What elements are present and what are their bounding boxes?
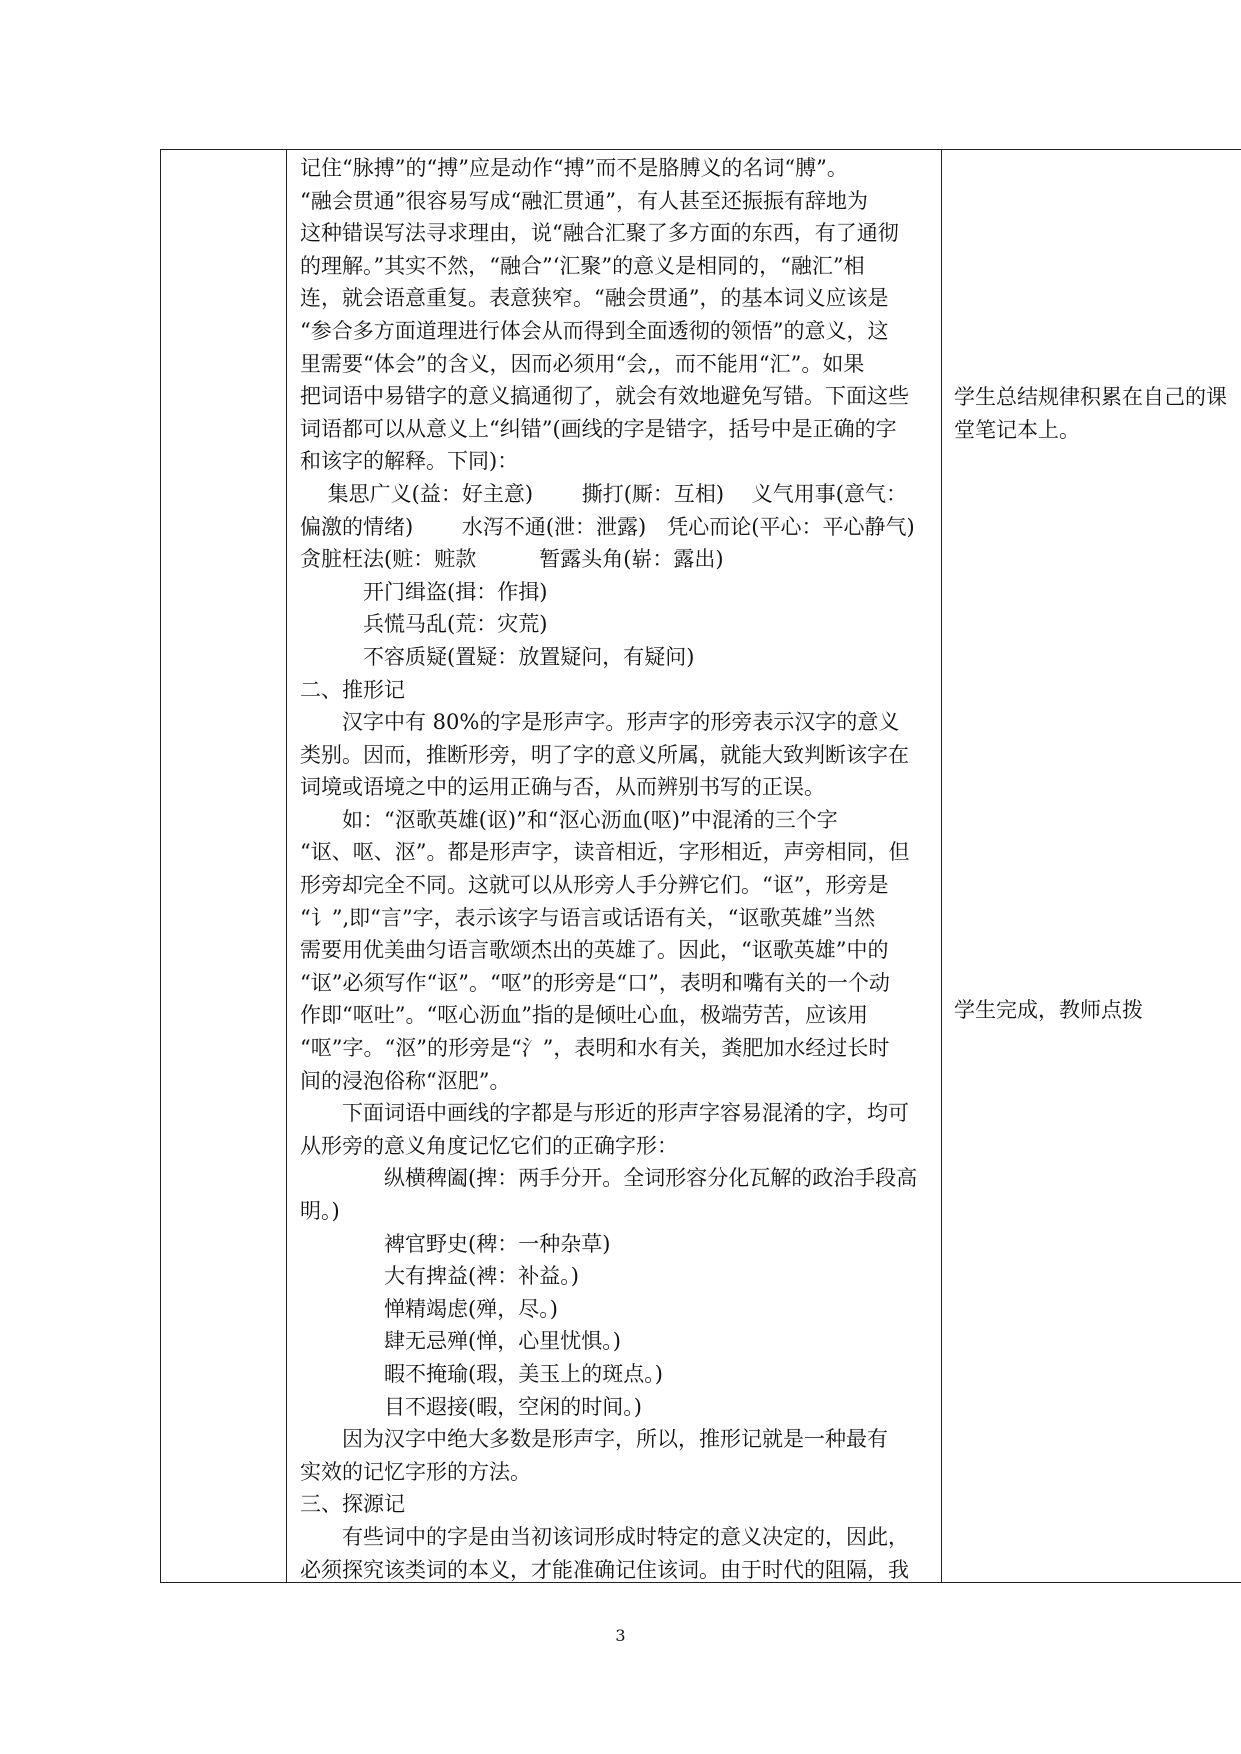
content-line: 目不遐接(暇，空闲的时间。) [300, 1394, 642, 1419]
content-line: 如：“沤歌英雄(讴)”和“沤心沥血(呕)”中混淆的三个字 [300, 807, 838, 832]
content-line: 里需要“体会”的含义，因而必须用“会,，而不能用“汇”。如果 [300, 351, 865, 376]
content-line: 二、推形记 [300, 677, 405, 702]
content-line: 纵横稗阖(捭：两手分开。全词形容分化瓦解的政治手段高 [300, 1166, 918, 1191]
content-line: 实效的记忆字形的方法。 [300, 1459, 531, 1484]
content-line: 偏激的情绪) 水泻不通(泄：泄露) 凭心而论(平心：平心静气) [300, 514, 915, 539]
content-line: 裨官野史(稗：一种杂草) [300, 1231, 611, 1256]
content-line: 必须探究该类词的本义，才能准确记住该词。由于时代的阻隔，我 [300, 1557, 909, 1582]
student-activity-note [954, 994, 1143, 1027]
content-line: 下面词语中画线的字都是与形近的形声字容易混淆的字，均可 [300, 1101, 909, 1126]
content-line: 三、探源记 [300, 1492, 405, 1517]
content-line: 大有捭益(裨：补益。) [300, 1264, 579, 1289]
content-line: 作即“呕吐”。“呕心沥血”指的是倾吐心血，极端劳苦，应该用 [300, 1003, 868, 1028]
content-line: 把词语中易错字的意义搞通彻了，就会有效地避免写错。下面这些 [300, 384, 909, 409]
content-line: 和该字的解释。下同)： [300, 449, 519, 474]
content-line: 记住“脉搏”的“搏”应是动作“搏”而不是胳膊义的名词“膊”。 [300, 156, 848, 180]
content-line: 因为汉字中绝大多数是形声字，所以，推形记就是一种最有 [300, 1427, 888, 1452]
content-line: 汉字中有 80%的字是形声字。形声字的形旁表示汉字的意义 [300, 710, 900, 735]
note-line: 学生总结规律积累在自己的课 [954, 385, 1227, 409]
content-line: 明。) [300, 1199, 340, 1223]
content-line: 肆无忌殚(惮，心里忧惧。) [300, 1329, 621, 1354]
student-activity-note [954, 381, 1227, 446]
content-line: 惮精竭虑(殚，尽。) [300, 1296, 558, 1321]
content-line: 开门缉盗(揖：作揖) [300, 579, 548, 604]
content-line: 词境或语境之中的运用正确与否，从而辨别书写的正误。 [300, 775, 825, 800]
content-line: “参合多方面道理进行体会从而得到全面透彻的领悟”的意义，这 [300, 318, 889, 343]
content-line: 不容质疑(置疑：放置疑问，有疑问) [300, 644, 695, 669]
page-number: 3 [615, 1626, 626, 1645]
content-line: 的理解。”其实不然，“融合”‘汇聚”的意义是相同的，“融汇”相 [300, 253, 865, 278]
content-line: 集思广义(益：好主意) 撕打(厮：互相) 义气用事(意气： [300, 481, 907, 506]
content-line: “讴、呕、沤”。都是形声字，读音相近，字形相近，声旁相同，但 [300, 840, 910, 865]
content-line: 词语都可以从意义上“纠错”(画线的字是错字，括号中是正确的字 [300, 416, 897, 441]
content-line: 形旁却完全不同。这就可以从形旁人手分辨它们。“讴”，形旁是 [300, 873, 889, 898]
content-line: 连，就会语意重复。表意狭窄。“融会贯通”，的基本词义应该是 [300, 286, 889, 311]
content-line: “呕”字。“沤”的形旁是“氵”，表明和水有关，粪肥加水经过长时 [300, 1036, 890, 1061]
content-line: 有些词中的字是由当初该词形成时特定的意义决定的，因此， [300, 1524, 909, 1549]
content-line: “融会贯通”很容易写成“融汇贯通”，有人甚至还振振有辞地为 [300, 188, 868, 213]
content-line: 暇不掩瑜(瑕，美玉上的斑点。) [300, 1361, 663, 1386]
content-line: “讴”必须写作“讴”。“呕”的形旁是“口”，表明和嘴有关的一个动 [300, 970, 890, 995]
content-line: 从形旁的意义角度记忆它们的正确字形： [300, 1133, 678, 1158]
content-line: “讠”,即“言”字，表示该字与语言或话语有关，“讴歌英雄”当然 [300, 905, 876, 930]
content-line: 类别。因而，推断形旁，明了字的意义所属，就能大致判断该字在 [300, 742, 909, 767]
content-line: 贪脏枉法(赃：赃款 暂露头角(崭：露出) [300, 547, 724, 572]
content-line: 这种错误写法寻求理由，说“融合汇聚了多方面的东西，有了通彻 [300, 221, 899, 246]
table-column-divider [941, 149, 942, 1582]
table-column-divider [286, 149, 287, 1582]
note-line: 学生完成，教师点拨 [954, 998, 1143, 1022]
content-line: 兵慌马乱(荒：灾荒) [300, 612, 548, 637]
content-line: 间的浸泡俗称“沤肥”。 [300, 1068, 511, 1093]
note-line: 堂笔记本上。 [954, 417, 1080, 442]
content-line: 需要用优美曲匀语言歌颂杰出的英雄了。因此，“讴歌英雄”中的 [300, 938, 889, 963]
lesson-content-cell [300, 152, 940, 1586]
